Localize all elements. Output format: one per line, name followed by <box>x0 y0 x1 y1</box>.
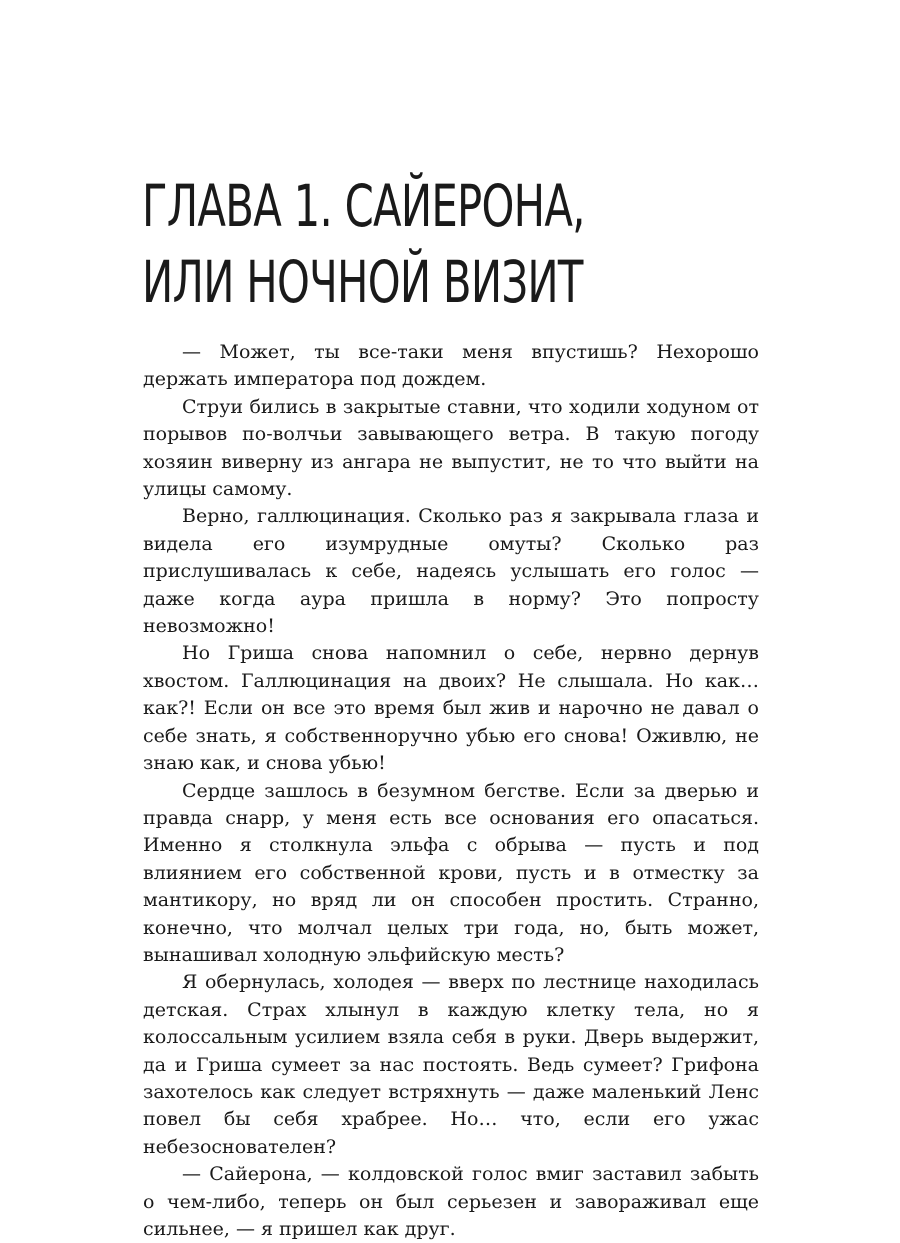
paragraph: Верно, галлюцинация. Сколько раз я закрывала глаза и видела его изумрудные омуты? Сколько раз прислушивалась к себе, надеясь услышать его голос — даже когда аура пришла в норму? Это попросту невозможно! <box>143 505 759 638</box>
chapter-title-line-1: ГЛАВА 1. САЙЕРОНА, <box>142 172 585 240</box>
chapter-title <box>142 168 603 320</box>
paragraph: — Сайерона, — колдовской голос вмиг заставил забыть о чем-либо, теперь он был серьезен и завораживал еще сильнее, — я пришел как друг. <box>143 1163 759 1240</box>
paragraph: Сердце зашлось в безумном бегстве. Если за дверью и правда снарр, у меня есть все основания его опасаться. Именно я столкнула эльфа с обрыва — пусть и под влиянием его собственной крови, пусть и в отместку за мантикору, но вряд ли он способен простить. Странно, конечно, что молчал целых три года, но, быть может, вынашивал холодную эльфийскую месть? <box>143 779 759 966</box>
paragraph: Но Гриша снова напомнил о себе, нервно дернув хвостом. Галлюцинация на двоих? Не слышала. Но как… как?! Если он все это время был жив и нарочно не давал о себе знать, я собственноручно убью его снова! Оживлю, не знаю как, и снова убью! <box>143 642 759 775</box>
chapter-body <box>143 339 759 1243</box>
paragraph: — Может, ты все-таки меня впустишь? Нехорошо держать императора под дождем. <box>143 341 759 391</box>
paragraph: Я обернулась, холодея — вверх по лестнице находилась детская. Страх хлынул в каждую клетку тела, но я колоссальным усилием взяла себя в руки. Дверь выдержит, да и Гриша сумеет за нас постоять. Ведь сумеет? Грифона захотелось как следует встряхнуть — даже маленький Ленс повел бы себя храбрее. Но… что, если его ужас небезоснователен? <box>143 971 759 1158</box>
chapter-title-line-2: ИЛИ НОЧНОЙ ВИЗИТ <box>142 248 583 316</box>
paragraph: Струи бились в закрытые ставни, что ходили ходуном от порывов по-волчьи завывающего ветра. В такую погоду хозяин виверну из ангара не выпустит, не то что выйти на улицы самому. <box>143 395 759 501</box>
